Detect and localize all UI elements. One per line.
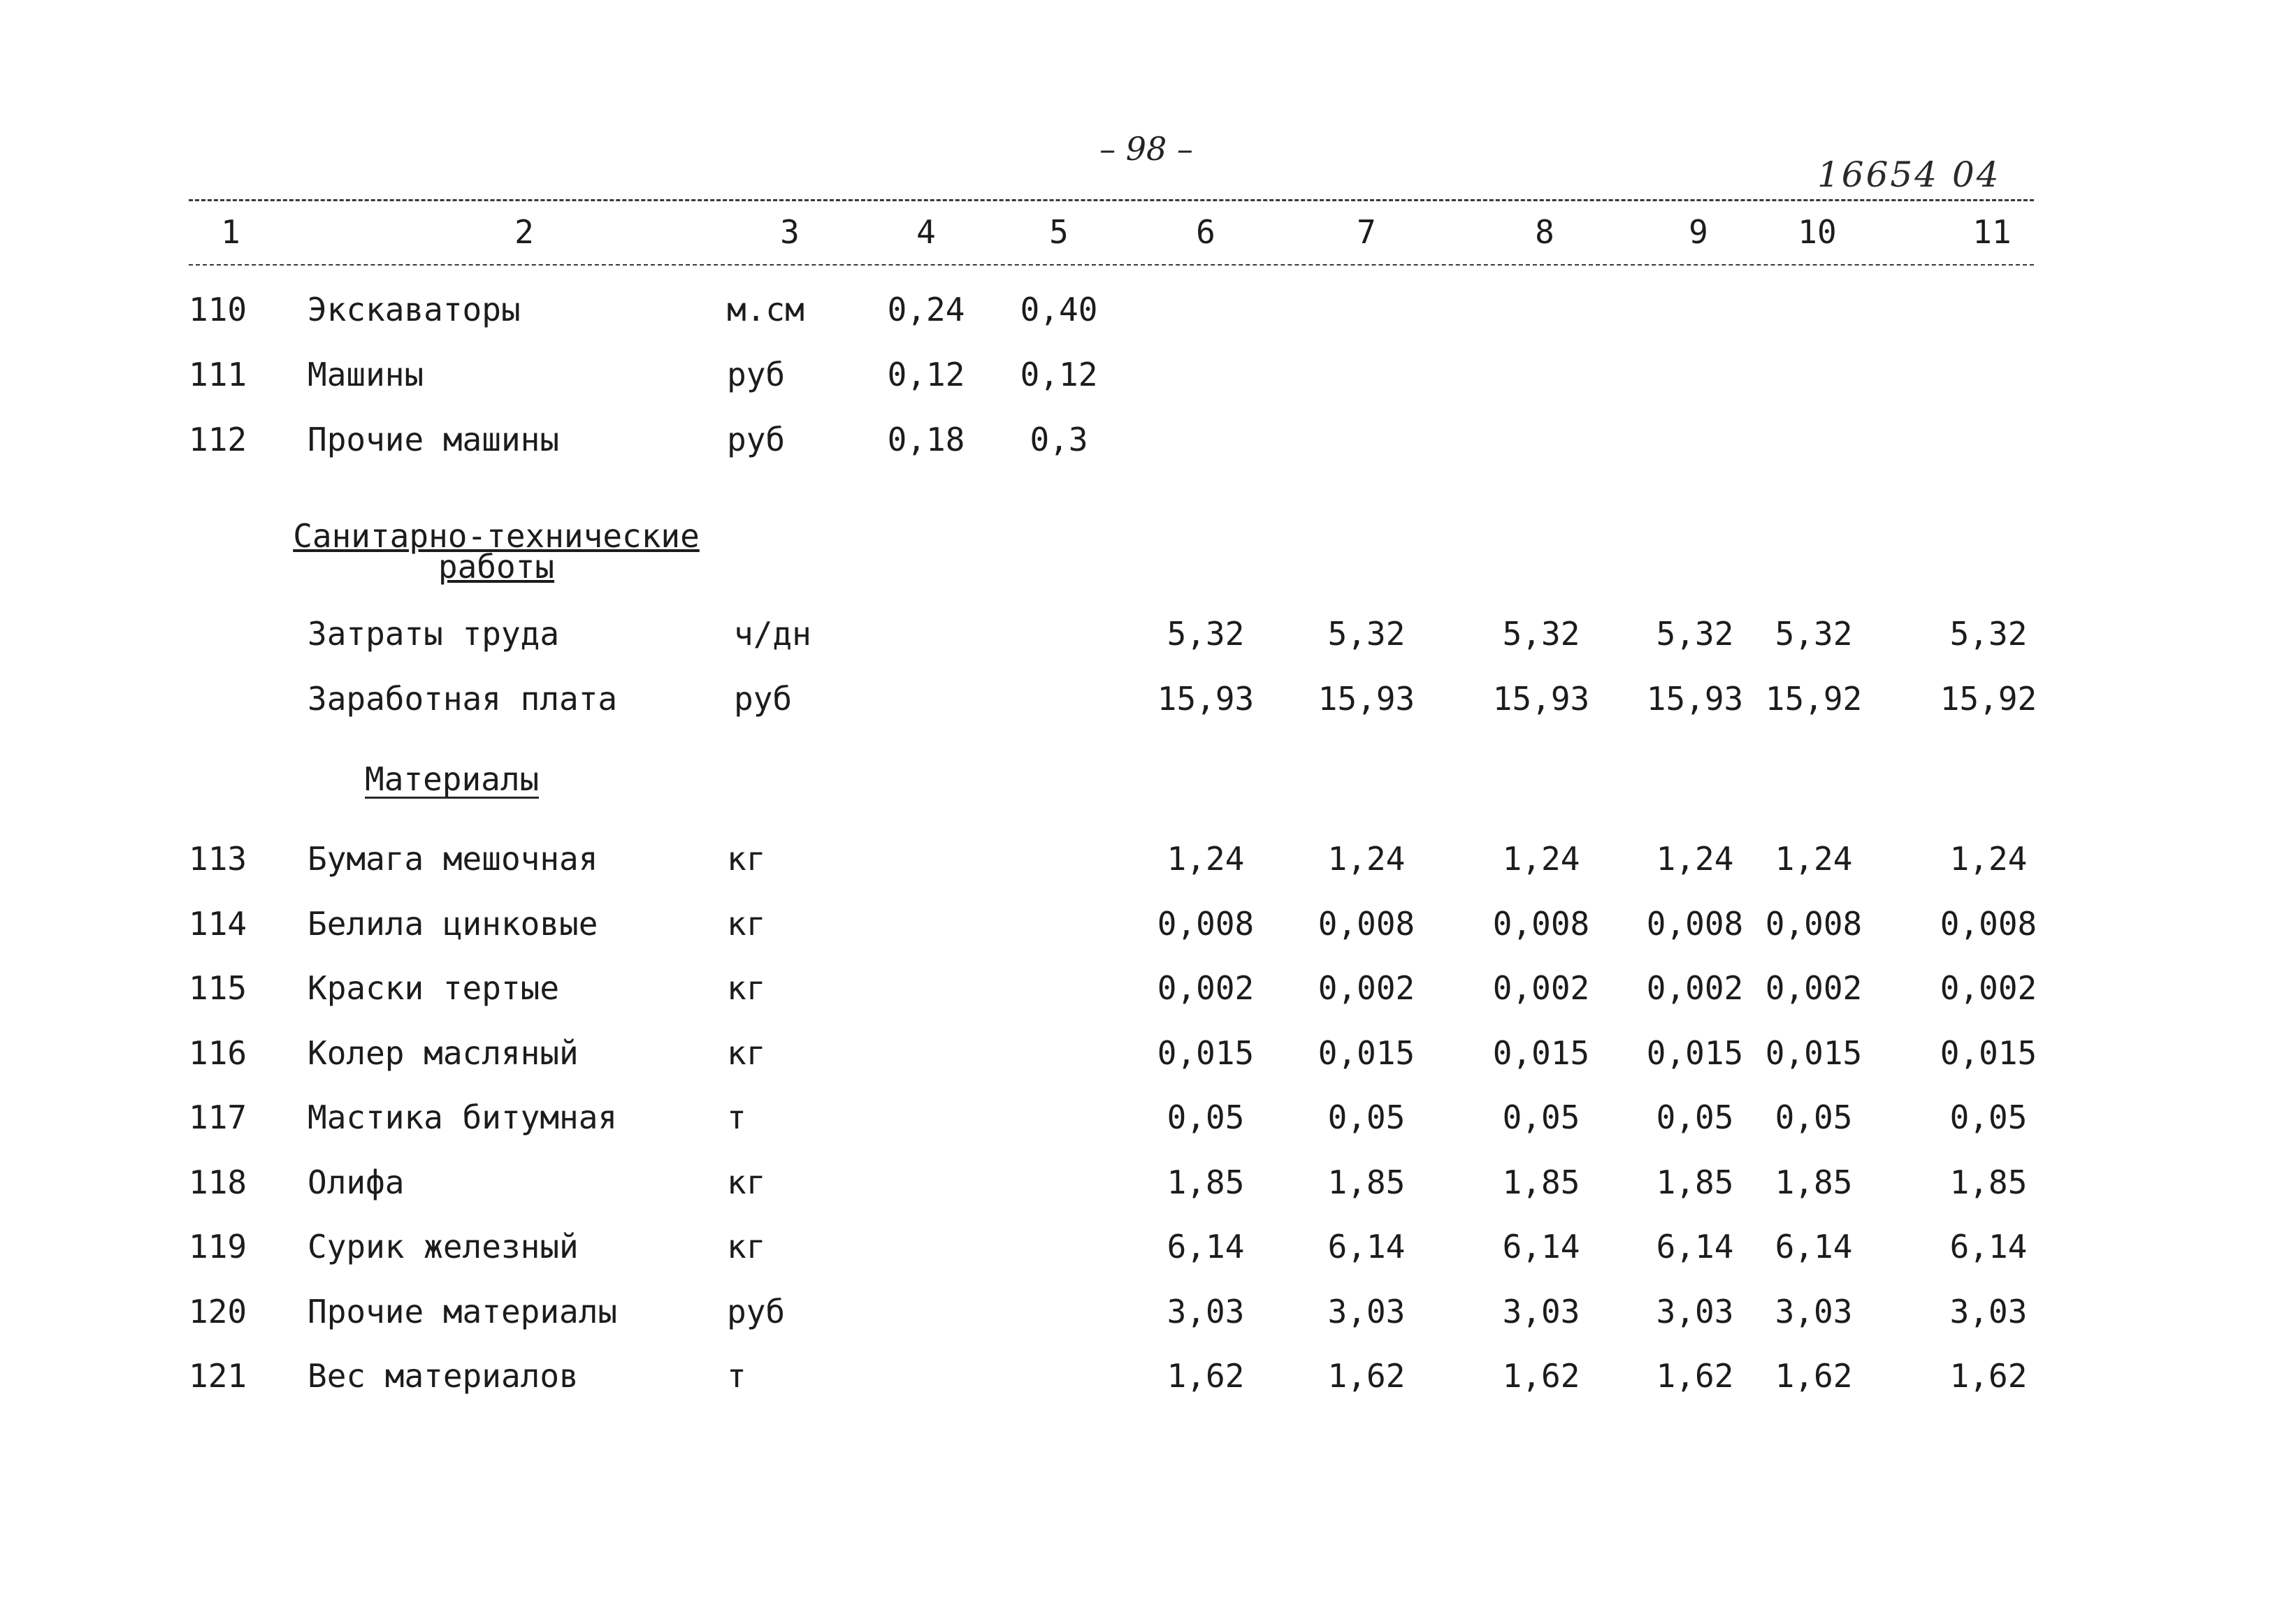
row-value-col11: 1,85 (1949, 1163, 2028, 1201)
row-value-col7: 6,14 (1327, 1228, 1406, 1265)
row-value-col6: 3,03 (1167, 1293, 1245, 1330)
row-value-col8: 0,05 (1502, 1098, 1580, 1136)
row-value-col11: 0,002 (1940, 969, 2037, 1007)
row-unit: ч/дн (734, 615, 811, 653)
row-unit: кг (727, 1034, 766, 1072)
row-value-col9: 1,24 (1656, 840, 1734, 878)
row-name: Олифа (308, 1163, 405, 1201)
row-value-col11: 0,015 (1940, 1034, 2037, 1072)
column-header-1: 1 (221, 213, 240, 251)
row-value-col11: 5,32 (1949, 615, 2028, 653)
row-value-col7: 0,008 (1317, 905, 1415, 943)
row-value-col5: 0,3 (1030, 421, 1088, 458)
header-top-rule (189, 199, 2034, 201)
row-value-col11: 0,05 (1949, 1098, 2028, 1136)
column-header-6: 6 (1196, 213, 1215, 251)
row-number: 115 (189, 969, 247, 1007)
row-value-col10: 5,32 (1775, 615, 1853, 653)
row-value-col8: 1,85 (1502, 1163, 1580, 1201)
column-header-11: 11 (1972, 213, 2012, 251)
row-value-col5: 0,12 (1020, 356, 1098, 393)
row-value-col10: 1,85 (1775, 1163, 1853, 1201)
row-value-col7: 5,32 (1327, 615, 1406, 653)
row-unit: руб (727, 1293, 786, 1330)
section-heading-materials (365, 762, 539, 799)
row-value-col11: 15,92 (1940, 680, 2037, 718)
row-name: Прочие машины (308, 421, 560, 458)
section-heading-line2: работы (438, 548, 555, 586)
row-value-col6: 0,002 (1157, 969, 1255, 1007)
row-value-col8: 6,14 (1502, 1228, 1580, 1265)
row-name: Вес материалов (308, 1357, 579, 1395)
row-unit: кг (727, 1228, 766, 1265)
row-number: 113 (189, 840, 247, 878)
row-unit: кг (727, 840, 766, 878)
row-value-col4: 0,24 (887, 291, 965, 328)
row-name: Бумага мешочная (308, 840, 598, 878)
row-value-col10: 15,92 (1765, 680, 1863, 718)
row-value-col8: 0,008 (1492, 905, 1590, 943)
row-value-col9: 3,03 (1656, 1293, 1734, 1330)
row-value-col10: 6,14 (1775, 1228, 1853, 1265)
row-name: Экскаваторы (308, 291, 521, 328)
row-name: Заработная плата (308, 680, 618, 718)
row-unit: т (727, 1098, 746, 1136)
row-value-col10: 1,62 (1775, 1357, 1853, 1395)
row-name: Белила цинковые (308, 905, 598, 943)
page-number: – 98 – (1099, 130, 1193, 168)
row-value-col8: 3,03 (1502, 1293, 1580, 1330)
row-value-col7: 0,05 (1327, 1098, 1406, 1136)
row-value-col10: 0,015 (1765, 1034, 1863, 1072)
section-heading-sanitary-works (273, 518, 720, 584)
row-unit: кг (727, 1163, 766, 1201)
row-value-col7: 0,002 (1317, 969, 1415, 1007)
section-heading-materials-label: Материалы (365, 760, 540, 798)
row-unit: руб (734, 680, 793, 718)
row-name: Сурик железный (308, 1228, 579, 1265)
row-number: 114 (189, 905, 247, 943)
row-name: Машины (308, 356, 424, 393)
row-unit: кг (727, 905, 766, 943)
column-header-8: 8 (1535, 213, 1554, 251)
row-value-col11: 1,24 (1949, 840, 2028, 878)
row-value-col6: 1,24 (1167, 840, 1245, 878)
column-header-3: 3 (780, 213, 800, 251)
row-value-col11: 3,03 (1949, 1293, 2028, 1330)
row-value-col5: 0,40 (1020, 291, 1098, 328)
row-number: 112 (189, 421, 247, 458)
row-name: Колер масляный (308, 1034, 579, 1072)
row-value-col4: 0,12 (887, 356, 965, 393)
row-value-col6: 6,14 (1167, 1228, 1245, 1265)
row-value-col7: 15,93 (1317, 680, 1415, 718)
column-header-2: 2 (514, 213, 534, 251)
row-value-col6: 0,015 (1157, 1034, 1255, 1072)
row-value-col6: 0,05 (1167, 1098, 1245, 1136)
row-name: Мастика битумная (308, 1098, 618, 1136)
column-header-4: 4 (916, 213, 936, 251)
row-value-col4: 0,18 (887, 421, 965, 458)
row-value-col8: 5,32 (1502, 615, 1580, 653)
row-value-col6: 5,32 (1167, 615, 1245, 653)
row-value-col10: 0,002 (1765, 969, 1863, 1007)
row-value-col9: 0,008 (1646, 905, 1744, 943)
column-header-7: 7 (1357, 213, 1376, 251)
row-value-col10: 0,008 (1765, 905, 1863, 943)
row-value-col8: 15,93 (1492, 680, 1590, 718)
row-value-col9: 1,85 (1656, 1163, 1734, 1201)
row-number: 119 (189, 1228, 247, 1265)
row-value-col8: 1,24 (1502, 840, 1580, 878)
row-value-col10: 3,03 (1775, 1293, 1853, 1330)
row-number: 110 (189, 291, 247, 328)
row-value-col11: 6,14 (1949, 1228, 2028, 1265)
row-value-col7: 1,24 (1327, 840, 1406, 878)
row-value-col9: 1,62 (1656, 1357, 1734, 1395)
section-heading-line1: Санитарно-технические (293, 517, 700, 555)
row-number: 120 (189, 1293, 247, 1330)
row-value-col7: 0,015 (1317, 1034, 1415, 1072)
row-value-col8: 0,002 (1492, 969, 1590, 1007)
document-code: 16654 04 (1817, 154, 2001, 195)
row-value-col9: 5,32 (1656, 615, 1734, 653)
column-header-5: 5 (1049, 213, 1069, 251)
row-unit: руб (727, 356, 786, 393)
row-number: 117 (189, 1098, 247, 1136)
row-value-col6: 1,62 (1167, 1357, 1245, 1395)
row-value-col10: 1,24 (1775, 840, 1853, 878)
row-value-col9: 0,002 (1646, 969, 1744, 1007)
row-name: Краски тертые (308, 969, 560, 1007)
row-number: 121 (189, 1357, 247, 1395)
row-value-col6: 0,008 (1157, 905, 1255, 943)
row-value-col9: 0,05 (1656, 1098, 1734, 1136)
row-value-col11: 1,62 (1949, 1357, 2028, 1395)
header-bottom-rule (189, 264, 2034, 266)
row-value-col11: 0,008 (1940, 905, 2037, 943)
row-name: Затраты труда (308, 615, 560, 653)
column-header-9: 9 (1689, 213, 1708, 251)
row-value-col8: 1,62 (1502, 1357, 1580, 1395)
row-value-col9: 0,015 (1646, 1034, 1744, 1072)
row-unit: т (727, 1357, 746, 1395)
row-name: Прочие материалы (308, 1293, 618, 1330)
row-value-col7: 1,85 (1327, 1163, 1406, 1201)
row-unit: м.см (727, 291, 804, 328)
row-value-col6: 15,93 (1157, 680, 1255, 718)
row-value-col7: 1,62 (1327, 1357, 1406, 1395)
row-unit: кг (727, 969, 766, 1007)
row-value-col7: 3,03 (1327, 1293, 1406, 1330)
row-number: 111 (189, 356, 247, 393)
row-value-col6: 1,85 (1167, 1163, 1245, 1201)
row-number: 118 (189, 1163, 247, 1201)
row-value-col8: 0,015 (1492, 1034, 1590, 1072)
row-value-col9: 6,14 (1656, 1228, 1734, 1265)
row-value-col10: 0,05 (1775, 1098, 1853, 1136)
row-unit: руб (727, 421, 786, 458)
row-number: 116 (189, 1034, 247, 1072)
row-value-col9: 15,93 (1646, 680, 1744, 718)
column-header-10: 10 (1798, 213, 1837, 251)
